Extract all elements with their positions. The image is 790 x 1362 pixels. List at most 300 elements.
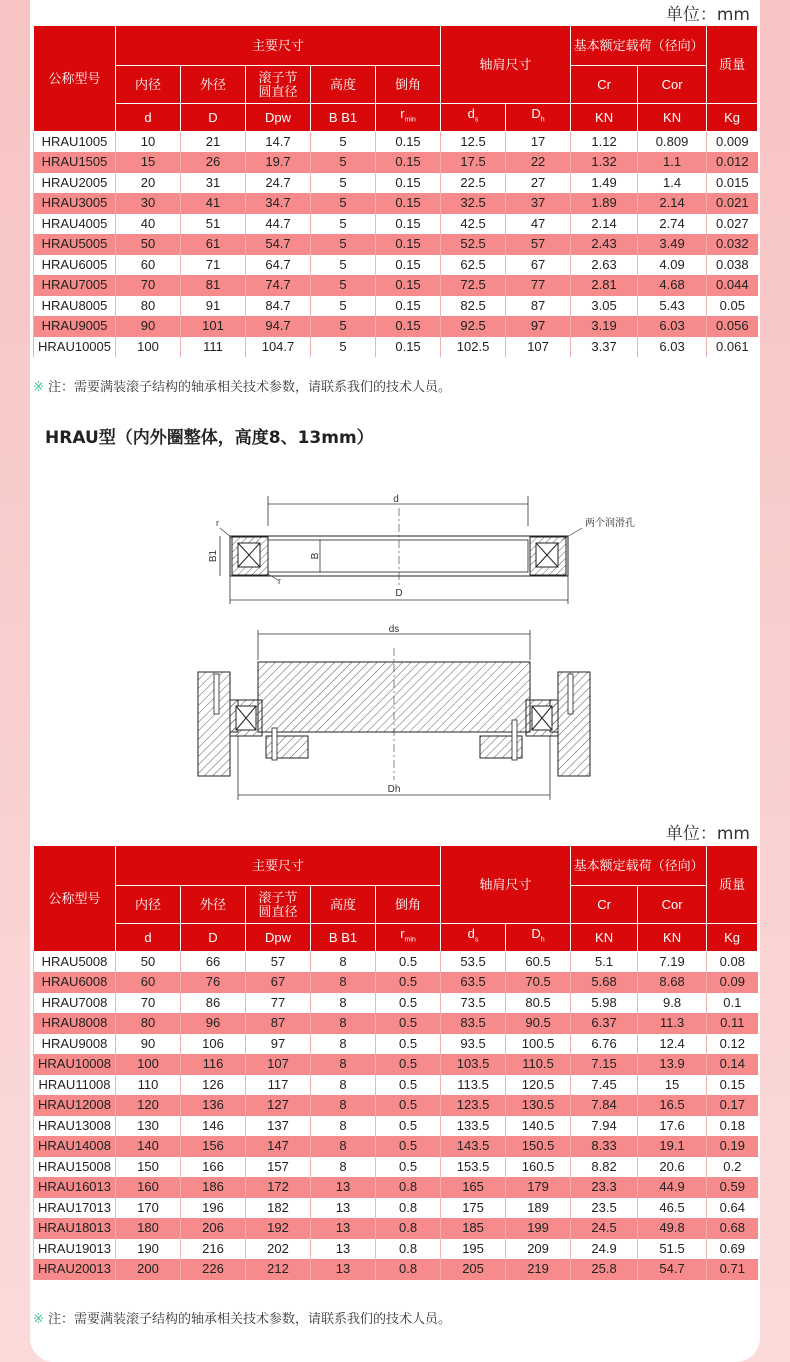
table-cell: 103.5 <box>441 1054 506 1075</box>
table-cell: 10 <box>116 132 181 153</box>
table-cell: 41 <box>181 193 246 214</box>
table-row <box>34 1095 758 1116</box>
table-cell: 57 <box>506 234 571 255</box>
table-cell: 219 <box>506 1259 571 1280</box>
table-cell: 0.15 <box>376 214 441 235</box>
table-cell: 0.044 <box>707 275 758 296</box>
sym-dpw: Dpw <box>246 104 311 132</box>
table-cell: 186 <box>181 1177 246 1198</box>
table-cell: 70 <box>116 993 181 1014</box>
table-cell: 0.5 <box>376 1075 441 1096</box>
header-cor: Cor <box>638 886 707 924</box>
table-cell: 136 <box>181 1095 246 1116</box>
sym-d: d <box>116 104 181 132</box>
header-height: 高度 <box>311 886 376 924</box>
table-body <box>34 132 758 358</box>
table-cell: 185 <box>441 1218 506 1239</box>
table-cell: 7.15 <box>571 1054 638 1075</box>
table-cell: 5.43 <box>638 296 707 317</box>
table-cell: 0.15 <box>376 255 441 276</box>
table-cell: 209 <box>506 1239 571 1260</box>
table-cell: 7.19 <box>638 952 707 973</box>
table-cell: 216 <box>181 1239 246 1260</box>
table-cell: 17.5 <box>441 152 506 173</box>
table-cell: 3.37 <box>571 337 638 358</box>
table-cell: 90 <box>116 316 181 337</box>
table-cell: 0.056 <box>707 316 758 337</box>
header-chamfer: 倒角 <box>376 66 441 104</box>
table-row <box>34 132 758 153</box>
table-row <box>34 214 758 235</box>
sym-D: D <box>181 104 246 132</box>
table-row <box>34 255 758 276</box>
table-cell: HRAU8005 <box>34 296 116 317</box>
table-cell: HRAU12008 <box>34 1095 116 1116</box>
table-cell: 0.59 <box>707 1177 758 1198</box>
note-mark: ※ <box>33 1312 44 1327</box>
header-main-dims: 主要尺寸 <box>116 26 441 66</box>
sym-D: D <box>181 924 246 952</box>
table-cell: 87 <box>506 296 571 317</box>
table-cell: HRAU9005 <box>34 316 116 337</box>
table-cell: 0.15 <box>376 234 441 255</box>
table-cell: 0.5 <box>376 1136 441 1157</box>
table-row <box>34 296 758 317</box>
table-cell: 0.11 <box>707 1013 758 1034</box>
sym-dh: $D_h$ <box>506 104 571 132</box>
table-row <box>34 1218 758 1239</box>
bearing-mounting-diagram <box>190 620 610 805</box>
table-cell: 106 <box>181 1034 246 1055</box>
table-cell: 150 <box>116 1157 181 1178</box>
table-cell: 5.98 <box>571 993 638 1014</box>
table-row <box>34 993 758 1014</box>
header-chamfer: 倒角 <box>376 886 441 924</box>
table-cell: 19.1 <box>638 1136 707 1157</box>
table-cell: HRAU1005 <box>34 132 116 153</box>
table-cell: 67 <box>246 972 311 993</box>
table-cell: 24.5 <box>571 1218 638 1239</box>
sym-r: $r_{min}$ <box>376 104 441 132</box>
table-cell: 60.5 <box>506 952 571 973</box>
table-cell: 3.19 <box>571 316 638 337</box>
table-cell: 0.15 <box>376 296 441 317</box>
table-cell: 0.012 <box>707 152 758 173</box>
table-cell: 179 <box>506 1177 571 1198</box>
table-cell: 100.5 <box>506 1034 571 1055</box>
table-cell: 2.43 <box>571 234 638 255</box>
table-cell: 23.5 <box>571 1198 638 1219</box>
table-cell: 8 <box>311 972 376 993</box>
table-cell: 1.32 <box>571 152 638 173</box>
table-cell: 77 <box>506 275 571 296</box>
table-cell: HRAU5005 <box>34 234 116 255</box>
label-r: r <box>216 518 219 528</box>
table-cell: 44.9 <box>638 1177 707 1198</box>
table-cell: 192 <box>246 1218 311 1239</box>
unit-kg: Kg <box>707 924 758 952</box>
unit-kn: KN <box>571 104 638 132</box>
table-cell: 62.5 <box>441 255 506 276</box>
table-cell: 150.5 <box>506 1136 571 1157</box>
table-cell: 170 <box>116 1198 181 1219</box>
table-cell: 93.5 <box>441 1034 506 1055</box>
table-cell: 0.12 <box>707 1034 758 1055</box>
table-cell: HRAU5008 <box>34 952 116 973</box>
table-cell: 66 <box>181 952 246 973</box>
table-cell: 5.68 <box>571 972 638 993</box>
table-row <box>34 1013 758 1034</box>
table-row <box>34 1239 758 1260</box>
header-inner: 内径 <box>116 66 181 104</box>
header-inner: 内径 <box>116 886 181 924</box>
header-pitch: 滚子节 圆直径 <box>246 66 311 104</box>
table-cell: 196 <box>181 1198 246 1219</box>
table-cell: 8 <box>311 1136 376 1157</box>
header-pitch: 滚子节 圆直径 <box>246 886 311 924</box>
table-cell: 0.05 <box>707 296 758 317</box>
table-row <box>34 1198 758 1219</box>
table-cell: 11.3 <box>638 1013 707 1034</box>
table-cell: HRAU17013 <box>34 1198 116 1219</box>
table-cell: 83.5 <box>441 1013 506 1034</box>
sym-d: d <box>116 924 181 952</box>
label-lubrication-holes: 两个润滑孔 <box>585 518 635 529</box>
unit-label: 单位：mm <box>665 5 750 25</box>
table-cell: HRAU10008 <box>34 1054 116 1075</box>
table-cell: 16.5 <box>638 1095 707 1116</box>
table-cell: 8.68 <box>638 972 707 993</box>
table-cell: 74.7 <box>246 275 311 296</box>
table-row <box>34 1177 758 1198</box>
table-cell: 72.5 <box>441 275 506 296</box>
table-cell: 5 <box>311 234 376 255</box>
label-D: D <box>395 588 403 599</box>
table-cell: HRAU16013 <box>34 1177 116 1198</box>
header-cr: Cr <box>571 886 638 924</box>
header-outer: 外径 <box>181 886 246 924</box>
table-cell: HRAU19013 <box>34 1239 116 1260</box>
table-cell: 32.5 <box>441 193 506 214</box>
table-cell: 6.03 <box>638 337 707 358</box>
table-cell: 5.1 <box>571 952 638 973</box>
table-cell: 0.15 <box>376 132 441 153</box>
table-cell: 87 <box>246 1013 311 1034</box>
table-row <box>34 952 758 973</box>
table-cell: HRAU7005 <box>34 275 116 296</box>
table-cell: 123.5 <box>441 1095 506 1116</box>
table-cell: 100 <box>116 1054 181 1075</box>
sym-r: $r_{min}$ <box>376 924 441 952</box>
table-cell: 80.5 <box>506 993 571 1014</box>
table-cell: 13 <box>311 1218 376 1239</box>
table-cell: HRAU20013 <box>34 1259 116 1280</box>
table-cell: 160.5 <box>506 1157 571 1178</box>
table-cell: 14.7 <box>246 132 311 153</box>
sym-dh: $D_h$ <box>506 924 571 952</box>
table-cell: 0.69 <box>707 1239 758 1260</box>
label-B1: B1 <box>208 549 219 563</box>
label-ds: ds <box>388 624 400 635</box>
table-cell: 4.09 <box>638 255 707 276</box>
table-cell: 0.18 <box>707 1116 758 1137</box>
table-cell: 5 <box>311 193 376 214</box>
table-cell: 50 <box>116 952 181 973</box>
table-cell: 8 <box>311 1013 376 1034</box>
table-cell: 2.63 <box>571 255 638 276</box>
table-cell: 84.7 <box>246 296 311 317</box>
table-cell: 175 <box>441 1198 506 1219</box>
table-cell: 127 <box>246 1095 311 1116</box>
table-cell: 0.027 <box>707 214 758 235</box>
table-row <box>34 1075 758 1096</box>
table-row <box>34 1136 758 1157</box>
table-cell: 1.4 <box>638 173 707 194</box>
table-cell: 22.5 <box>441 173 506 194</box>
table-cell: HRAU6005 <box>34 255 116 276</box>
table-cell: 17.6 <box>638 1116 707 1137</box>
table-row <box>34 1054 758 1075</box>
section-title: HRAU型（内外圈整体，高度8、13mm） <box>45 428 374 448</box>
table-cell: 8.33 <box>571 1136 638 1157</box>
table-cell: 0.5 <box>376 1157 441 1178</box>
table-cell: 15 <box>116 152 181 173</box>
table-cell: HRAU3005 <box>34 193 116 214</box>
table-cell: 76 <box>181 972 246 993</box>
table-cell: 6.03 <box>638 316 707 337</box>
header-shoulder: 轴肩尺寸 <box>441 846 571 924</box>
table-cell: 12.4 <box>638 1034 707 1055</box>
table-cell: 13 <box>311 1239 376 1260</box>
table-cell: 13 <box>311 1198 376 1219</box>
table-cell: 101 <box>181 316 246 337</box>
table-cell: 153.5 <box>441 1157 506 1178</box>
table-cell: 0.1 <box>707 993 758 1014</box>
table-cell: 0.19 <box>707 1136 758 1157</box>
table-cell: HRAU9008 <box>34 1034 116 1055</box>
header-nominal: 公称型号 <box>34 846 116 952</box>
table-cell: 0.17 <box>707 1095 758 1116</box>
table-cell: 199 <box>506 1218 571 1239</box>
table-cell: 100 <box>116 337 181 358</box>
table-cell: 0.14 <box>707 1054 758 1075</box>
table-cell: 120 <box>116 1095 181 1116</box>
table-cell: 0.8 <box>376 1198 441 1219</box>
table-row <box>34 234 758 255</box>
header-load: 基本额定载荷（径向） <box>571 26 707 66</box>
table-cell: 172 <box>246 1177 311 1198</box>
table-cell: 7.84 <box>571 1095 638 1116</box>
header-main-dims: 主要尺寸 <box>116 846 441 886</box>
header-load: 基本额定载荷（径向） <box>571 846 707 886</box>
table-cell: 21 <box>181 132 246 153</box>
table-cell: 110 <box>116 1075 181 1096</box>
table-cell: 111 <box>181 337 246 358</box>
table-cell: 8 <box>311 1034 376 1055</box>
table-cell: 53.5 <box>441 952 506 973</box>
table-row <box>34 1116 758 1137</box>
table-cell: 0.8 <box>376 1239 441 1260</box>
table-cell: HRAU6008 <box>34 972 116 993</box>
table-cell: 0.8 <box>376 1259 441 1280</box>
table-cell: HRAU14008 <box>34 1136 116 1157</box>
table-cell: 0.5 <box>376 1095 441 1116</box>
table-cell: 5 <box>311 152 376 173</box>
table-cell: 17 <box>506 132 571 153</box>
sym-ds: $d_s$ <box>441 104 506 132</box>
header-height: 高度 <box>311 66 376 104</box>
table-cell: 60 <box>116 255 181 276</box>
table-cell: 205 <box>441 1259 506 1280</box>
table-cell: HRAU18013 <box>34 1218 116 1239</box>
table-cell: 0.061 <box>707 337 758 358</box>
table-cell: 80 <box>116 1013 181 1034</box>
table-cell: 8 <box>311 993 376 1014</box>
table-cell: 107 <box>246 1054 311 1075</box>
table-cell: 42.5 <box>441 214 506 235</box>
table-cell: 0.15 <box>376 173 441 194</box>
table-cell: 3.49 <box>638 234 707 255</box>
table-row <box>34 152 758 173</box>
header-cor: Cor <box>638 66 707 104</box>
header-mass: 质量 <box>707 846 758 924</box>
table-cell: 27 <box>506 173 571 194</box>
table-body <box>34 952 758 1280</box>
table-cell: 5 <box>311 316 376 337</box>
table-cell: 8 <box>311 1075 376 1096</box>
table-cell: 5 <box>311 337 376 358</box>
table-cell: 140.5 <box>506 1116 571 1137</box>
sym-dpw: Dpw <box>246 924 311 952</box>
table-cell: 12.5 <box>441 132 506 153</box>
unit-kn-2: KN <box>638 924 707 952</box>
table-row <box>34 337 758 358</box>
table-cell: 90.5 <box>506 1013 571 1034</box>
table-cell: 2.81 <box>571 275 638 296</box>
table-cell: 13.9 <box>638 1054 707 1075</box>
table-cell: 0.15 <box>376 193 441 214</box>
bearing-cross-section-diagram <box>190 488 660 610</box>
table-cell: 52.5 <box>441 234 506 255</box>
table-cell: 130.5 <box>506 1095 571 1116</box>
table-cell: 70.5 <box>506 972 571 993</box>
table-cell: 8 <box>311 952 376 973</box>
table-cell: 73.5 <box>441 993 506 1014</box>
table-cell: 0.2 <box>707 1157 758 1178</box>
table-cell: 0.15 <box>376 275 441 296</box>
table-cell: 190 <box>116 1239 181 1260</box>
sym-bb1: B B1 <box>311 924 376 952</box>
table-cell: 157 <box>246 1157 311 1178</box>
table-cell: 5 <box>311 132 376 153</box>
table-cell: 51 <box>181 214 246 235</box>
table-cell: 13 <box>311 1259 376 1280</box>
table-cell: 104.7 <box>246 337 311 358</box>
table-cell: 0.68 <box>707 1218 758 1239</box>
table-cell: 44.7 <box>246 214 311 235</box>
label-d: d <box>393 494 399 505</box>
table-cell: 160 <box>116 1177 181 1198</box>
table-cell: 202 <box>246 1239 311 1260</box>
table-cell: 70 <box>116 275 181 296</box>
table-row <box>34 972 758 993</box>
table-cell: 189 <box>506 1198 571 1219</box>
table-cell: 57 <box>246 952 311 973</box>
table-cell: HRAU1505 <box>34 152 116 173</box>
unit-kn-2: KN <box>638 104 707 132</box>
table-cell: 80 <box>116 296 181 317</box>
table-cell: 146 <box>181 1116 246 1137</box>
table-cell: 97 <box>246 1034 311 1055</box>
table-cell: 7.45 <box>571 1075 638 1096</box>
table-cell: 61 <box>181 234 246 255</box>
table-cell: 0.021 <box>707 193 758 214</box>
table-cell: 19.7 <box>246 152 311 173</box>
table-cell: 8 <box>311 1116 376 1137</box>
table-cell: 110.5 <box>506 1054 571 1075</box>
unit-kg: Kg <box>707 104 758 132</box>
table-cell: 13 <box>311 1177 376 1198</box>
table-cell: 0.09 <box>707 972 758 993</box>
table-cell: 71 <box>181 255 246 276</box>
table-cell: 26 <box>181 152 246 173</box>
table-cell: 91 <box>181 296 246 317</box>
table-cell: 107 <box>506 337 571 358</box>
note-mark: ※ <box>33 380 44 395</box>
unit-kn: KN <box>571 924 638 952</box>
table-cell: 0.015 <box>707 173 758 194</box>
table-cell: 9.8 <box>638 993 707 1014</box>
table-cell: 0.8 <box>376 1218 441 1239</box>
table-cell: 37 <box>506 193 571 214</box>
table-cell: HRAU7008 <box>34 993 116 1014</box>
table-cell: 1.12 <box>571 132 638 153</box>
table-cell: 120.5 <box>506 1075 571 1096</box>
table-cell: HRAU2005 <box>34 173 116 194</box>
table-cell: 0.5 <box>376 1116 441 1137</box>
unit-label-2: 单位：mm <box>665 824 750 844</box>
table-cell: 30 <box>116 193 181 214</box>
table-cell: 6.76 <box>571 1034 638 1055</box>
table-cell: 0.15 <box>376 337 441 358</box>
table-cell: HRAU4005 <box>34 214 116 235</box>
sym-ds: $d_s$ <box>441 924 506 952</box>
table-cell: 0.15 <box>376 316 441 337</box>
note-1: ※ 注：需要满装滚子结构的轴承相关技术参数，请联系我们的技术人员。 <box>33 380 452 395</box>
table-cell: 54.7 <box>246 234 311 255</box>
table-cell: 140 <box>116 1136 181 1157</box>
table-cell: 92.5 <box>441 316 506 337</box>
table-cell: 96 <box>181 1013 246 1034</box>
table-cell: 5 <box>311 296 376 317</box>
table-cell: 5 <box>311 255 376 276</box>
table-cell: 97 <box>506 316 571 337</box>
table-cell: 0.15 <box>376 152 441 173</box>
table-cell: 24.9 <box>571 1239 638 1260</box>
table-row <box>34 1259 758 1280</box>
table-cell: 8.82 <box>571 1157 638 1178</box>
table-cell: 133.5 <box>441 1116 506 1137</box>
table-cell: 15 <box>638 1075 707 1096</box>
table-cell: 63.5 <box>441 972 506 993</box>
table-cell: HRAU15008 <box>34 1157 116 1178</box>
table-cell: 7.94 <box>571 1116 638 1137</box>
header-cr: Cr <box>571 66 638 104</box>
table-cell: 40 <box>116 214 181 235</box>
header-nominal: 公称型号 <box>34 26 116 132</box>
table-cell: 46.5 <box>638 1198 707 1219</box>
spec-table-hrau-5mm <box>33 25 758 357</box>
